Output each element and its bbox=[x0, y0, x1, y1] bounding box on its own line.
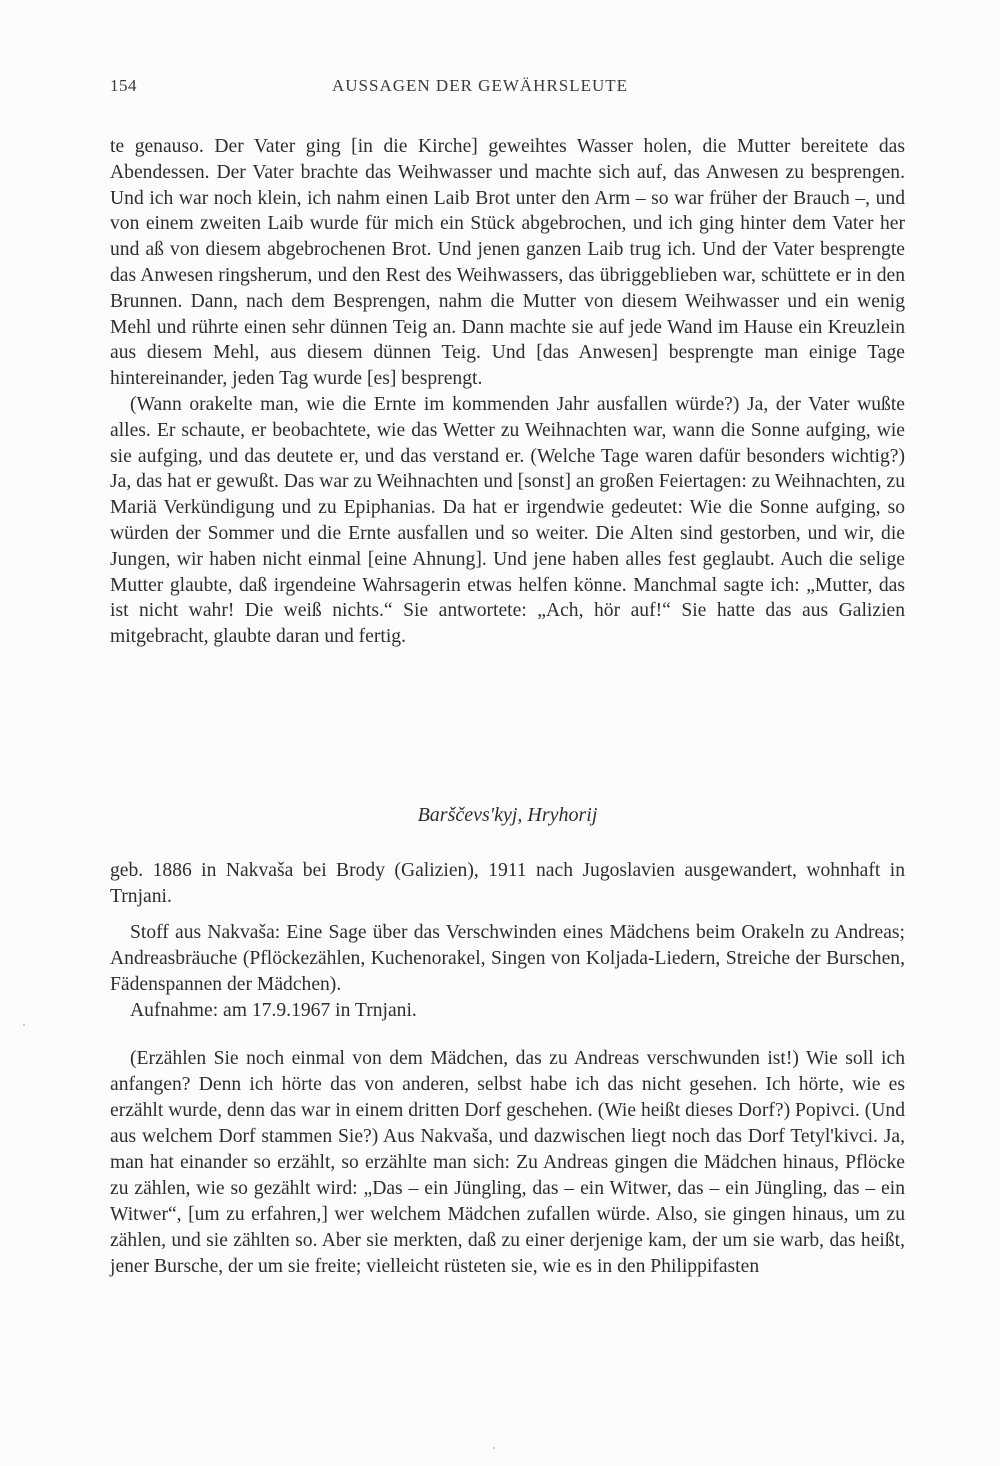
paragraph: (Wann orakelte man, wie die Ernte im kommenden Jahr ausfallen würde?) Ja, der Vater wußte alles. Er schaute, er beobachtete, wie das Wetter zu Weihnachten war, wann die Sonne aufging, wie sie aufging, und das deutete er, und das verstand er. (Welche Tage waren dafür besonders wichtig?) Ja, das hat er gewußt. Das war zu Weihnachten und [sonst] an großen Feiertagen: zu Weihnachten, zu Mariä Verkündigung und zu Epiphanias. Da hat er irgendwie gedeutet: Wie die Sonne aufging, so würden der Sommer und die Ernte ausfallen und so weiter. Die Alten sind gestorben, und wir, die Jungen, wir haben nicht einmal [eine Ahnung]. Und jene haben alles fest geglaubt. Auch die selige Mutter glaubte, daß irgendeine Wahrsagerin etwas helfen könne. Manchmal sagte ich: „Mutter, das ist nicht wahr! Die weiß nichts.“ Sie antwortete: „Ach, hör auf!“ Sie hatte das aus Galizien mitgebracht, glaubte daran und fertig. bbox=[110, 393, 905, 648]
informant-info bbox=[110, 858, 905, 1024]
informant-name-heading: Barščevs'kyj, Hryhorij bbox=[417, 804, 598, 826]
book-page bbox=[110, 68, 905, 1277]
page-number: 154 bbox=[110, 76, 137, 95]
paragraph: (Erzählen Sie noch einmal von dem Mädchen, das zu Andreas verschwunden ist!) Wie soll ich anfangen? Denn ich hörte das von anderen, selbst habe ich das nicht gesehen. Ich hörte, wie es erzählt wurde, denn das war in einem dritten Dorf geschehen. (Wie heißt dieses Dorf?) Popivci. (Und aus welchem Dorf stammen Sie?) Aus Nakvaša, und dazwischen liegt noch das Dorf Tetyl'kivci. Ja, man hat einander so erzählt, so erzählte man sich: Zu Andreas gingen die Mädchen hinaus, Pflöcke zu zählen, wie so gezählt wird: „Das – ein Jüngling, das – ein Witwer, das – ein Jüngling, das – ein Witwer“, [um zu erfahren,] wer welchem Mädchen zufallen würde. Also, sie gingen hinaus, um zu zählen, und sie zählten so. Aber sie merkten, daß zu einer derjenige kam, der um sie warb, das heißt, jener Bursche, der um sie freite; vielleicht rüsteten sie, wie es in den Philippifasten bbox=[110, 1048, 905, 1277]
informant-material: Stoff aus Nakvaša: Eine Sage über das Verschwinden eines Mädchens beim Orakeln zu Andreas; Andreasbräuche (Pflöckezählen, Kuchenorakel, Singen von Koljada-Liedern, Streiche der Burschen, Fädenspannen der Mädchen). bbox=[110, 922, 905, 995]
recording-info: Aufnahme: am 17.9.1967 in Trnjani. bbox=[130, 1000, 417, 1021]
paragraph: te genauso. Der Vater ging [in die Kirche] geweihtes Wasser holen, die Mutter bereitete das Abendessen. Der Vater brachte das Weihwasser und machte sich auf, das Anwesen zu besprengen. Und ich war noch klein, ich nahm einen Laib Brot unter den Arm – so war früher der Brauch –, und von einem zweiten Laib wurde für mich ein Stück abgebrochen, und ich ging hinter dem Vater her und aß von diesem abgebrochenen Brot. Und jenen ganzen Laib trug ich. Und der Vater besprengte das Anwesen ringsherum, und den Rest des Weihwassers, das übriggeblieben war, schüttete er in den Brunnen. Dann, nach dem Besprengen, nahm die Mutter von diesem Weihwasser und ein wenig Mehl und rührte einen sehr dünnen Teig an. Dann machte sie auf jede Wand im Hause ein Kreuzlein aus diesem Mehl, aus diesem dünnen Teig. Und [das Anwesen] besprengte man einige Tage hintereinander, jeden Tag wurde [es] besprengt. bbox=[110, 136, 905, 390]
narrative-section-1 bbox=[110, 134, 905, 650]
page-header bbox=[110, 68, 905, 104]
narrative-section-2 bbox=[110, 1046, 905, 1280]
scan-speck bbox=[23, 1024, 25, 1026]
scan-speck bbox=[493, 1447, 495, 1449]
running-head: AUSSAGEN DER GEWÄHRSLEUTE bbox=[332, 76, 629, 95]
informant-bio: geb. 1886 in Nakvaša bei Brody (Galizien), 1911 nach Jugoslavien ausgewandert, wohnhaft in Trnjani. bbox=[110, 860, 905, 907]
